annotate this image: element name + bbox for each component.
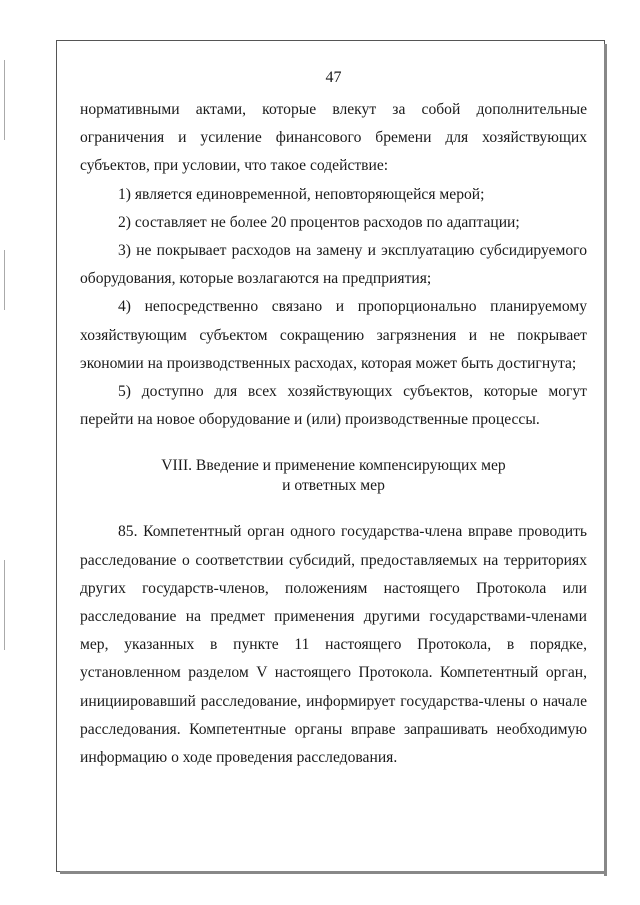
section-heading — [80, 456, 587, 496]
list-item-3: 3) не покрывает расходов на замену и эксплуатацию субсидируемого оборудования, которые возлагаются на предприятия; — [80, 242, 587, 288]
page-number: 47 — [325, 69, 342, 86]
list-item-5: 5) доступно для всех хозяйствующих субъектов, которые могут перейти на новое оборудование и (или) производственные процессы. — [80, 383, 587, 429]
document-content — [80, 64, 587, 772]
scan-edge-mark — [4, 250, 5, 310]
list-item-2: 2) составляет не более 20 процентов расходов по адаптации; — [118, 213, 520, 231]
paragraph-85: 85. Компетентный орган одного государства-члена вправе проводить расследование о соответствии субсидий, предоставляемых на территориях других государств-членов, положениям настоящего Протокола или расследование на предмет применения другими государствами-членами мер, указанных в пункте 11 настоящего Протокола, в порядке, установленном разделом V настоящего Протокола. Компетентный орган, инициировавший расследование, информирует государства-члены о начале расследования. Компетентные органы вправе запрашивать необходимую информацию о ходе проведения расследования. — [80, 523, 587, 767]
list-item-1: 1) является единовременной, неповторяющейся мерой; — [118, 185, 485, 203]
list-item-4: 4) непосредственно связано и пропорционально планируемому хозяйствующим субъектом сокращению загрязнения и не покрывает экономии на производственных расходах, которая может быть достигнута; — [80, 298, 587, 372]
page-border-shadow-bottom — [60, 871, 607, 874]
scan-edge-mark — [4, 560, 5, 650]
scan-edge-mark — [4, 60, 5, 140]
section-heading-line-1: VIII. Введение и применение компенсирующих мер — [161, 457, 506, 475]
section-heading-line-2: и ответных мер — [282, 477, 385, 495]
intro-paragraph: нормативными актами, которые влекут за собой дополнительные ограничения и усиление финансового бремени для хозяйствующих субъектов, при условии, что такое содействие: — [80, 101, 587, 175]
page-border-shadow-right — [604, 44, 607, 876]
